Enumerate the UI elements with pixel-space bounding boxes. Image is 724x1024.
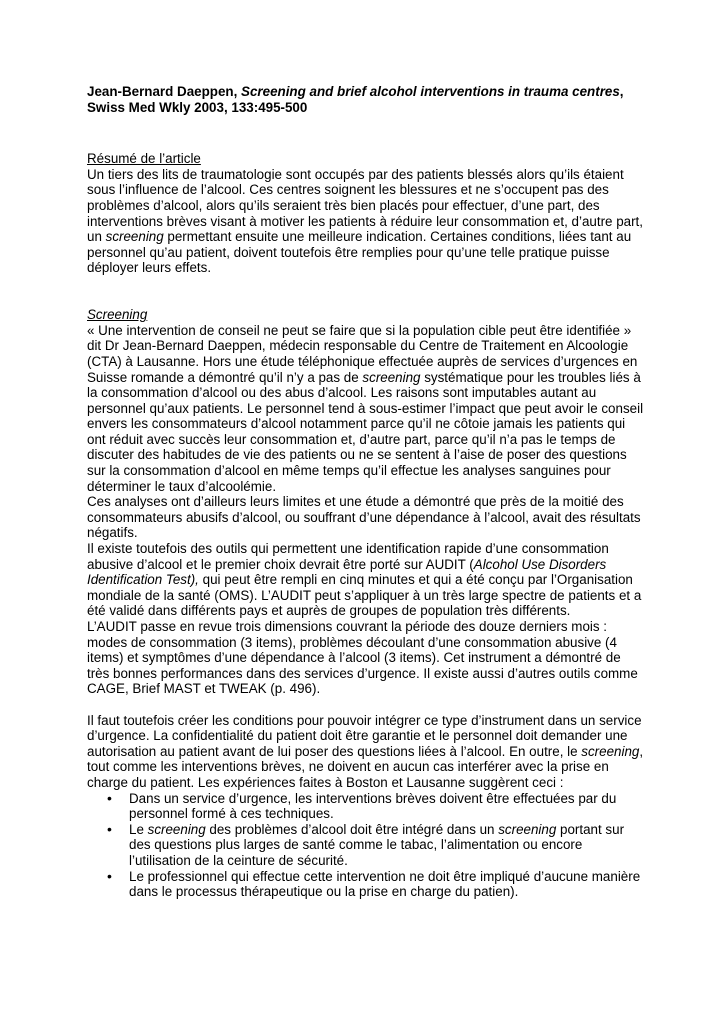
article-title: Screening and brief alcohol interventions in trauma centres [241,84,620,99]
list-item [129,822,644,869]
resume-emphasis: screening [105,229,164,245]
screening-p1-text-2: systématique pour les troubles liés à la consommation d’alcool ou des abus d’alcool. Les raisons sont imputables autant au personnel qu’aux patients. Le personnel tend à sous-estimer l’impact que peut avoir le conseil envers les consommateurs d’alcool notamment parce qu’il ne côtoie jamais les patients qui ont réduit avec succès leur consommation et, d’autre part, parce qu’il n’a pas le temps de discuter des habitudes de vie des patients ou ne se sentent à l’aise de poser des questions sur la consommation d’alcool en même temps qu’il effectue les analyses sanguines pour déterminer le taux d’alcoolémie. [87,369,644,494]
bullet-2-text-2: des problèmes d’alcool doit être intégré dans un [205,821,499,837]
screening-p3-text-2: qui peut être rempli en cinq minutes et qui a été conçu par l’Organisation mondiale de la santé (OMS). L’AUDIT peut s’appliquer à un très large spectre de patients et a été validé dans différents pays et auprès de groupes de population très différents. [87,572,642,619]
bullet-3-text: Le professionnel qui effectue cette intervention ne doit être impliqué d’aucune manière dans le processus thérapeutique ou la prise en charge du patien). [129,868,641,900]
screening-heading-text: Screening [87,307,148,323]
screening-p3-emphasis: Alcohol Use Disorders Identification Test), [87,556,607,588]
bullet-2-emphasis-1: screening [147,821,206,837]
recommendation-list [87,791,644,900]
resume-paragraph [87,167,644,276]
screening-p5-emphasis: screening [581,743,640,759]
screening-paragraph-3 [87,541,644,619]
screening-paragraph-4: L’AUDIT passe en revue trois dimensions couvrant la période des douze derniers mois : modes de consommation (3 items), problèmes découlant d’une consommation abusive (4 items) et symptômes d’une dépendance à l’alcool (3 items). Cet instrument a démontré de très bonnes performances dans des services d’urgence. Il existe aussi d’autres outils comme CAGE, Brief MAST et TWEAK (p. 496). [87,619,638,697]
title-separator: , [619,84,624,99]
list-item [129,791,644,822]
resume-text-1: Un tiers des lits de traumatologie sont occupés par des patients blessés alors qu’ils étaient sous l’influence de l’alcool. Ces centres soignent les blessures et ne s’occupent pas des problèmes d’alcool, alors qu’ils seraient très bien placés pour effectuer, d’une part, des interventions brèves visant à motiver les patients à réduire leur consommation et, d’autre part, un [87,166,643,245]
screening-p5-text-1: Il faut toutefois créer les conditions pour pouvoir intégrer ce type d’instrument dans un service d’urgence. La confidentialité du patient doit être garantie et le personnel doit demander une autorisation au patient avant de lui poser des questions liées à l’alcool. En outre, le [87,712,642,759]
resume-heading: Résumé de l’article [87,151,201,167]
journal-citation: Swiss Med Wkly 2003, 133:495-500 [87,99,308,115]
article-reference [87,84,644,115]
bullet-2-text-1: Le [129,821,148,837]
screening-heading [87,307,644,323]
bullet-1-text: Dans un service d’urgence, les interventions brèves doivent être effectuées par du personnel formé à ces techniques. [129,790,617,822]
screening-paragraph-2: Ces analyses ont d’ailleurs leurs limites et une étude a démontré que près de la moitié des consommateurs abusifs d’alcool, ou souffrant d’une dépendance à l’alcool, avait des résultats négatifs. [87,494,641,541]
screening-p1-emphasis: screening [362,369,421,385]
screening-p3-text-1: Il existe toutefois des outils qui permettent une identification rapide d’une consommation abusive d’alcool et le premier choix devrait être porté sur AUDIT ( [87,541,609,572]
bullet-2-text-3: portant sur des questions plus larges de santé comme le tabac, l’alimentation ou encore l’utilisation de la ceinture de sécurité. [129,821,625,868]
screening-p5-text-2: , tout comme les interventions brèves, ne doivent en aucun cas interférer avec la prise en charge du patient. Les expériences faites à Boston et Lausanne suggèrent ceci : [87,743,644,790]
screening-paragraph-5 [87,713,644,791]
bullet-2-emphasis-2: screening [498,821,557,837]
screening-paragraph-1 [87,323,644,495]
screening-p1-text-1: « Une intervention de conseil ne peut se faire que si la population cible peut être identifiée » dit Dr Jean-Bernard Daeppen, médecin responsable du Centre de Traitement en Alcoologie (CTA) à Lausanne. Hors une étude téléphonique effectuée auprès de services d’urgences en Suisse romande a démontré qu’il n’y a pas de [87,322,638,385]
list-item [129,869,644,900]
resume-text-2: permettant ensuite une meilleure indication. Certaines conditions, liées tant au personnel qu’au patient, doivent toutefois être remplies pour qu’une telle pratique puisse déployer leurs effets. [87,229,632,276]
author-name: Jean-Bernard Daeppen, [87,84,242,99]
